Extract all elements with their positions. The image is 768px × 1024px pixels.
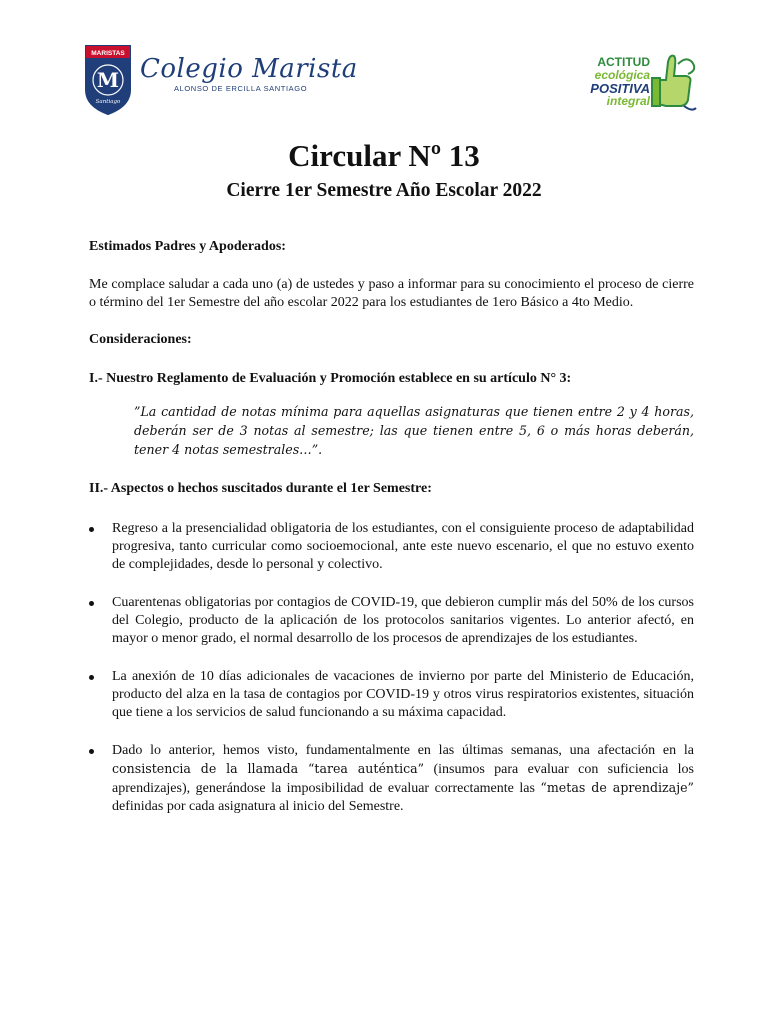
eco-attitude-logo (580, 50, 700, 122)
eco-line-2: ecológica (594, 68, 650, 82)
thumbs-up-icon (648, 50, 700, 116)
regulation-quote: ”La cantidad de notas mínima para aquellas asignaturas que tienen entre 2 y 4 horas, deberán ser de 3 notas al semestre; las que tienen entre 5, 6 o más horas deberán, tener 4 notas semestrales…”. (134, 404, 694, 457)
section-2-heading: II.- Aspectos o hechos suscitados durante el 1er Semestre: (89, 481, 432, 496)
school-logo (84, 40, 358, 120)
eco-line-1: ACTITUD (597, 55, 650, 69)
list-item-text: (insumos para evaluar con suficiencia los aprendizajes), generándose la imposibilidad de evaluar correctamente las (112, 762, 695, 796)
list-item: Cuarentenas obligatorias por contagios de COVID-19, que debieron cumplir más del 50% de los cursos del Colegio, producto de la aplicación de los protocolos sanitarios vigentes. Lo anterior afectó, en mayor o menor grado, el normal desarrollo de los procesos de aprendizajes de los estudiantes. (89, 594, 694, 648)
school-brand-sub: ALONSO DE ERCILLA SANTIAGO (174, 84, 308, 93)
eco-line-3: POSITIVA (590, 81, 650, 96)
shield-monogram: M (96, 68, 120, 92)
considerations-heading: Consideraciones: (89, 332, 192, 347)
circular-subtitle: Cierre 1er Semestre Año Escolar 2022 (226, 180, 542, 201)
list-item-text: consistencia de la llamada “tarea auténtica” (112, 761, 425, 776)
letter-body (89, 238, 694, 836)
list-item: Regreso a la presencialidad obligatoria de los estudiantes, con el consiguiente proceso de adaptabilidad progresiva, tanto curricular como socioemocional, ante este nuevo escenario, el que no estuvo exento de complejidades, desde lo personal y colectivo. (89, 520, 694, 574)
letterhead (84, 40, 700, 122)
school-wordmark (140, 54, 358, 93)
list-item-text: “metas de aprendizaje” (540, 780, 694, 795)
shield-badge-text: MARISTAS (91, 50, 125, 57)
list-item: La anexión de 10 días adicionales de vacaciones de invierno por parte del Ministerio de Educación, producto del alza en la tasa de contagios por COVID-19 y otros virus respiratorios existentes, situación que tiene a los servicios de salud funcionando a su máxima capacidad. (89, 668, 694, 722)
list-item-text: definidas por cada asignatura al inicio del Semestre. (112, 799, 404, 814)
shield-city-text: Santiago (95, 99, 121, 105)
section-1-heading: I.- Nuestro Reglamento de Evaluación y Promoción establece en su artículo N° 3: (89, 371, 572, 386)
aspects-list (89, 520, 694, 816)
school-brand-name: Colegio Marista (140, 54, 358, 84)
eco-line-4: integral (606, 94, 650, 108)
greeting: Estimados Padres y Apoderados: (89, 239, 286, 254)
marist-shield-icon (84, 40, 132, 116)
list-item (89, 742, 694, 816)
intro-paragraph: Me complace saludar a cada uno (a) de ustedes y paso a informar para su conocimiento el proceso de cierre o término del 1er Semestre del año escolar 2022 para los estudiantes de 1ero Básico a 4to Medio. (89, 277, 694, 310)
circular-title: Circular Nº 13 (288, 138, 480, 173)
list-item-text: Dado lo anterior, hemos visto, fundamentalmente en las últimas semanas, una afectación en la (112, 743, 694, 758)
eco-logo-text (580, 56, 650, 108)
